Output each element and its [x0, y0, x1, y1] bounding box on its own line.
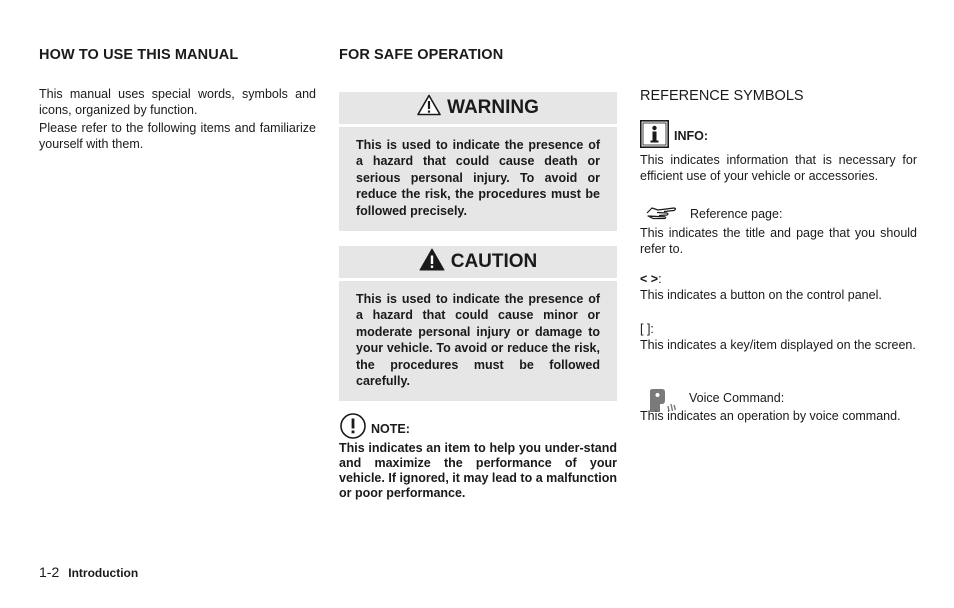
- voice-command-text: This indicates an operation by voice command.: [640, 409, 901, 423]
- symbol-reference-page: [640, 204, 917, 257]
- intro-text: [39, 86, 316, 152]
- reference-page-text: This indicates the title and page that you should refer to.: [640, 226, 917, 256]
- caution-triangle-icon: [419, 248, 445, 277]
- section-name: Introduction: [68, 566, 139, 580]
- info-text: This indicates information that is necessary for efficient use of your vehicle or accessories.: [640, 153, 917, 183]
- warning-title: WARNING: [447, 97, 539, 118]
- warning-triangle-icon: [417, 94, 441, 122]
- button-symbol-colon: :: [658, 272, 662, 286]
- heading-safe-operation: FOR SAFE OPERATION: [339, 47, 504, 63]
- caution-header: [339, 246, 617, 278]
- voice-command-label: Voice Command:: [689, 391, 785, 405]
- heading-how-to-use: HOW TO USE THIS MANUAL: [39, 47, 239, 63]
- key-item-label: [ ]:: [640, 322, 654, 336]
- warning-header: [339, 92, 617, 124]
- intro-paragraph-1: This manual uses special words, symbols and icons, organized by function.: [39, 87, 316, 117]
- intro-paragraph-2: Please refer to the following items and familiarize yourself with them.: [39, 121, 316, 151]
- button-symbol-label: < >: [640, 272, 659, 286]
- button-text: This indicates a button on the control panel.: [640, 288, 882, 302]
- note-body: [339, 441, 617, 501]
- symbol-key-item: [640, 321, 917, 353]
- warning-text: This is used to indicate the presence of a hazard that could cause death or serious personal injury. To avoid or reduce the risk, the procedures must be followed precisely.: [356, 138, 600, 218]
- caution-text: This is used to indicate the presence of a hazard that could cause minor or moderate personal injury or damage to your vehicle. To avoid or reduce the risk, the procedures must be followed carefully.: [356, 292, 600, 389]
- pointing-hand-icon: [646, 204, 678, 223]
- warning-box: [339, 92, 617, 231]
- note-text: This indicates an item to help you under-stand and maximize the performance of your vehicle. If ignored, it may lead to a malfunction or poor performance.: [339, 441, 617, 500]
- info-label: INFO:: [674, 128, 709, 143]
- page-number: 1-2: [39, 564, 60, 580]
- page-footer: [39, 564, 138, 580]
- reference-page-label: Reference page:: [690, 206, 783, 221]
- heading-reference-symbols: REFERENCE SYMBOLS: [640, 88, 804, 104]
- symbol-info: [640, 120, 917, 184]
- symbol-voice-command: [640, 388, 917, 424]
- key-item-text: This indicates a key/item displayed on the screen.: [640, 338, 916, 352]
- info-icon: [640, 120, 669, 151]
- caution-box: [339, 246, 617, 401]
- symbol-button: [640, 271, 917, 303]
- note-label: NOTE:: [371, 421, 410, 436]
- caution-title: CAUTION: [450, 251, 538, 272]
